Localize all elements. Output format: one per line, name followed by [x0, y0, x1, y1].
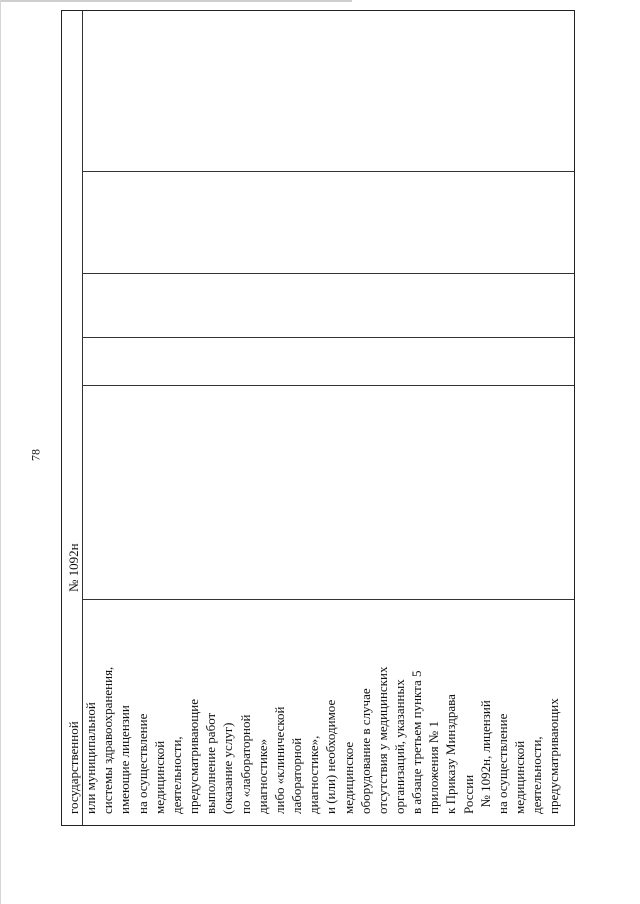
text-line: отсутствия у медицинских [374, 666, 390, 814]
text-line: на осуществление [494, 713, 510, 814]
text-line: лабораторной [289, 737, 305, 814]
text-line: и (или) необходимое [323, 699, 339, 814]
table-column-divider [82, 599, 574, 600]
text-line: № 1092н [66, 543, 81, 592]
text-line: имеющие лицензии [117, 705, 133, 814]
text-line: на осуществление [134, 713, 150, 814]
table-cell-reference [65, 543, 82, 592]
table-column-divider [82, 171, 574, 172]
text-line: России [460, 774, 476, 814]
table-column-divider [82, 273, 574, 274]
text-line: деятельности, [168, 736, 184, 814]
text-line: медицинское [340, 741, 356, 814]
scan-edge-top [0, 0, 352, 2]
text-line: деятельности, [529, 736, 545, 814]
text-line: медицинской [151, 740, 167, 814]
table-column-divider [82, 337, 574, 338]
text-line: диагностике», [306, 735, 322, 814]
text-line: государственной [66, 721, 81, 814]
text-line: оборудование в случае [357, 688, 373, 814]
text-line: системы здравоохранения, [100, 666, 116, 814]
text-line: (оказание услуг) [220, 722, 236, 814]
text-line: выполнение работ [203, 712, 219, 814]
text-line: № 1092н, лицензий [477, 700, 493, 814]
text-line: приложения № 1 [426, 721, 442, 814]
text-line: в абзаце третьем пункта 5 [409, 670, 425, 814]
text-line: или муниципальной [83, 702, 99, 814]
text-line: предусматривающих [546, 698, 562, 814]
text-line: диагностике» [254, 738, 270, 814]
text-line: по «лабораторной [237, 714, 253, 814]
text-line: либо «клинической [271, 706, 287, 814]
scan-edge-left [0, 0, 1, 904]
text-line: предусматривающие [186, 699, 202, 814]
table-column-divider [82, 385, 574, 386]
text-line: к Приказу Минздрава [443, 694, 459, 814]
text-line: организаций, указанных [391, 679, 407, 814]
table-cell-description [65, 667, 563, 814]
text-line: медицинской [512, 740, 528, 814]
page-number: 78 [28, 449, 43, 461]
